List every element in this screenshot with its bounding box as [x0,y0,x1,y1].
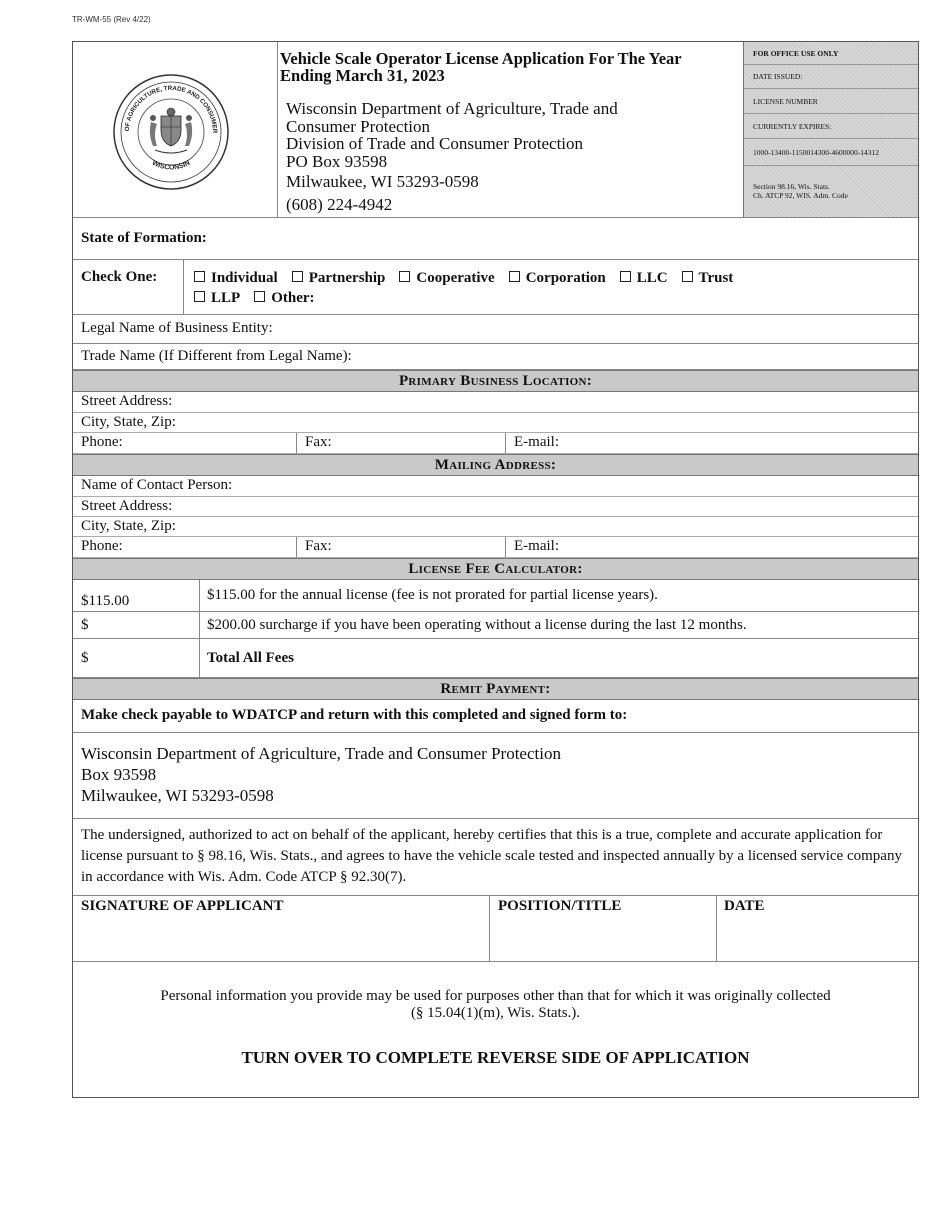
option-llp[interactable] [194,290,240,306]
fee-amount[interactable]: $ [81,650,89,666]
signature-field[interactable]: SIGNATURE OF APPLICANT [81,898,284,914]
privacy-notice [73,988,918,1022]
check-one-label: Check One: [81,269,158,285]
fee-row-surcharge [73,612,918,639]
option-label: Other: [271,290,315,306]
remit-address-line2: Box 93598 [81,765,157,784]
header-section [73,42,918,218]
option-label: Individual [211,270,278,286]
seal-bottom-text: WISCONSIN [150,159,192,172]
account-code: 1000-13400-1150014300-4600000-14312 [744,139,918,166]
mailing-contact-row [73,537,918,558]
entity-options-row1 [194,269,747,287]
phone-number: (608) 224-4942 [286,194,393,214]
privacy-line1: Personal information you provide may be used for purposes other than that for which it was originally collected [160,988,831,1004]
city-label: City, State, Zip: [81,518,176,534]
contact-person-field[interactable] [73,476,918,497]
option-individual[interactable] [194,270,278,286]
checkbox-icon[interactable] [399,271,410,282]
signature-row [73,896,918,962]
remit-address-line3: Milwaukee, WI 53293-0598 [81,786,274,805]
fee-row-annual [73,580,918,612]
fax-label[interactable]: Fax: [305,434,332,450]
license-number: LICENSE NUMBER [744,89,918,114]
checkbox-icon[interactable] [292,271,303,282]
checkbox-icon[interactable] [194,271,205,282]
mailing-address-heading: Mailing Address: [73,454,918,476]
checkbox-icon[interactable] [194,291,205,302]
office-use-title: FOR OFFICE USE ONLY [744,42,918,65]
option-label: LLC [636,270,668,286]
form-id: TR-WM-55 (Rev 4/22) [72,15,151,24]
city-label: City, State, Zip: [81,414,176,430]
seal-icon [111,72,231,192]
fee-amount[interactable]: $ [81,617,89,633]
state-seal [111,72,231,192]
option-other[interactable] [254,290,314,306]
primary-location-heading: Primary Business Location: [73,370,918,392]
form-title-line2: Ending March 31, 2023 [280,66,445,85]
remit-address-line1: Wisconsin Department of Agriculture, Trade and Consumer Protection [81,744,561,763]
fax-label[interactable]: Fax: [305,538,332,554]
option-label: LLP [211,290,241,306]
agency-line1: Wisconsin Department of Agriculture, Trade and [286,99,618,118]
trade-name-field[interactable] [73,344,918,370]
option-llc[interactable] [620,270,668,286]
fee-description: $200.00 surcharge if you have been operating without a license during the last 12 months. [207,617,747,633]
statute-line2: Ch. ATCP 92, WIS. Adm. Code [753,191,848,200]
agency-line2: Consumer Protection [286,116,431,136]
legal-name-label: Legal Name of Business Entity: [81,320,273,336]
state-of-formation-label: State of Formation: [81,230,207,246]
option-label: Corporation [525,270,606,286]
phone-label[interactable]: Phone: [81,434,123,450]
office-use-box [743,42,918,217]
primary-city-field[interactable] [73,413,918,433]
fee-calculator-heading: License Fee Calculator: [73,558,918,580]
email-label[interactable]: E-mail: [514,434,559,450]
seal-top-text: OF AGRICULTURE, TRADE AND CONSUMER [123,84,219,134]
checkbox-icon[interactable] [254,291,265,302]
entity-type-section [73,260,918,315]
remit-address-block [73,733,918,819]
date-field[interactable]: DATE [724,898,765,914]
statute-reference [744,166,918,217]
remit-payment-heading: Remit Payment: [73,678,918,700]
fee-description: $115.00 for the annual license (fee is not prorated for partial license years). [207,587,658,603]
mailing-city-field[interactable] [73,517,918,537]
position-title-field[interactable]: POSITION/TITLE [498,898,622,914]
option-label: Cooperative [416,270,495,286]
entity-options-row2 [194,289,329,307]
option-trust[interactable] [682,270,734,286]
privacy-line2: (§ 15.04(1)(m), Wis. Stats.). [410,1005,581,1021]
primary-contact-row [73,433,918,454]
mailing-street-field[interactable] [73,497,918,517]
fee-amount[interactable]: $115.00 [81,593,130,609]
turn-over-notice: TURN OVER TO COMPLETE REVERSE SIDE OF APPLICATION [241,1048,750,1067]
option-label: Partnership [308,270,386,286]
total-fees-label: Total All Fees [207,650,294,666]
checkbox-icon[interactable] [509,271,520,282]
certification-block [73,819,918,896]
svg-text:WISCONSIN [151,160,191,172]
currently-expires: CURRENTLY EXPIRES: [744,114,918,139]
primary-street-field[interactable] [73,392,918,413]
state-of-formation-field[interactable] [73,218,918,260]
checkbox-icon[interactable] [620,271,631,282]
date-issued: DATE ISSUED: [744,65,918,89]
city-state-zip: Milwaukee, WI 53293-0598 [286,172,479,191]
po-box: PO Box 93598 [286,151,388,171]
option-label: Trust [698,270,734,286]
certification-text: The undersigned, authorized to act on behalf of the applicant, hereby certifies that this is a true, complete and accurate application for license pursuant to § 98.16, Wis. Stats., and agrees to have the vehicle scale tested and inspected annually by a licensed service company in accordance with Wis. Adm. Code ATCP § 92.30(7). [81,827,902,885]
checkbox-icon[interactable] [682,271,693,282]
fee-row-total [73,639,918,678]
trade-name-label: Trade Name (If Different from Legal Name): [81,348,352,364]
legal-name-field[interactable] [73,315,918,344]
email-label[interactable]: E-mail: [514,538,559,554]
contact-person-label: Name of Contact Person: [81,477,233,493]
street-label: Street Address: [81,393,173,409]
phone-label[interactable]: Phone: [81,538,123,554]
option-corporation[interactable] [509,270,606,286]
street-label: Street Address: [81,498,173,514]
application-form [72,41,919,1098]
option-partnership[interactable] [292,270,386,286]
remit-instruction: Make check payable to WDATCP and return with this completed and signed form to: [81,707,628,723]
option-cooperative[interactable] [399,270,494,286]
statute-line1: Section 98.16, Wis. Stats. [753,182,830,191]
division-name: Division of Trade and Consumer Protection [286,134,584,153]
form-title-line1: Vehicle Scale Operator License Application For The Year [280,49,682,68]
remit-instruction-row [73,700,918,733]
